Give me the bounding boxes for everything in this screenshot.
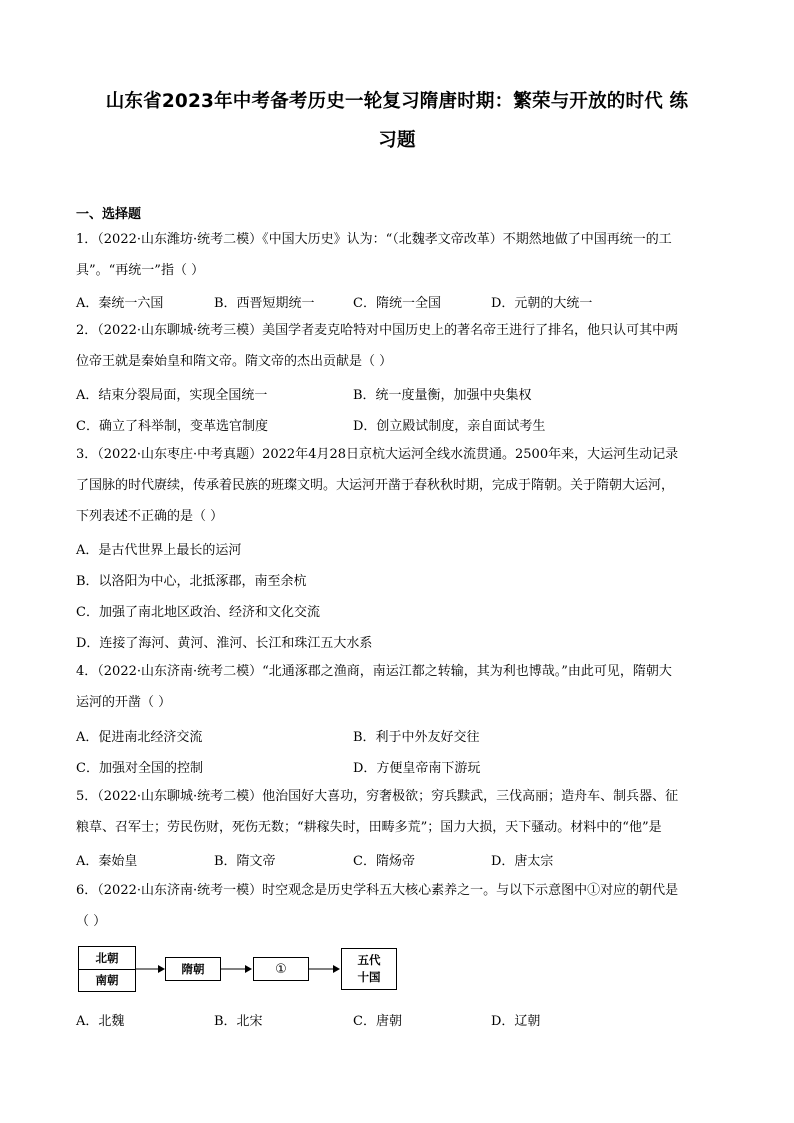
q3-option-b[interactable]: B．以洛阳为中心，北抵涿郡，南至余杭 xyxy=(76,574,307,589)
section-heading: 一、选择题 xyxy=(76,207,142,222)
q5-option-d[interactable]: D．唐太宗 xyxy=(491,854,554,869)
arrow-icon-1 xyxy=(136,962,166,976)
diagram-box-five-dynasties-line1: 五代 xyxy=(357,953,381,967)
q6-option-a[interactable]: A．北魏 xyxy=(76,1014,125,1029)
q6-option-b[interactable]: B．北宋 xyxy=(214,1014,263,1029)
q2-option-a[interactable]: A．结束分裂局面，实现全国统一 xyxy=(76,388,268,403)
q4-option-c[interactable]: C．加强对全国的控制 xyxy=(76,761,203,776)
q2-option-d[interactable]: D．创立殿试制度，亲自面试考生 xyxy=(353,419,546,434)
diagram-box-five-dynasties xyxy=(341,948,397,990)
q1-option-d[interactable]: D．元朝的大统一 xyxy=(491,296,593,311)
q4-option-a[interactable]: A．促进南北经济交流 xyxy=(76,730,203,745)
q1-option-c[interactable]: C．隋统一全国 xyxy=(353,296,441,311)
diagram-box-sui: 隋朝 xyxy=(165,957,221,981)
arrow-icon-3 xyxy=(309,962,341,976)
q4-option-d[interactable]: D．方便皇帝南下游玩 xyxy=(353,761,481,776)
q1-option-a[interactable]: A．秦统一六国 xyxy=(76,296,164,311)
title-line-1: 山东省2023年中考备考历史一轮复习隋唐时期：繁荣与开放的时代 练 xyxy=(105,91,689,112)
diagram-box-north-south xyxy=(78,946,136,992)
title-line-2: 习题 xyxy=(378,130,416,151)
q1-line-1: 1．（2022·山东潍坊·统考二模）《中国大历史》认为：“（北魏孝文帝改革）不期然地做了中国再统一的工 xyxy=(76,232,672,247)
q4-option-b[interactable]: B．利于中外友好交往 xyxy=(353,730,480,745)
arrow-icon-2 xyxy=(221,962,253,976)
q3-option-d[interactable]: D．连接了海河、黄河、淮河、长江和珠江五大水系 xyxy=(76,636,373,651)
q6-option-d[interactable]: D．辽朝 xyxy=(491,1014,541,1029)
q3-option-c[interactable]: C．加强了南北地区政治、经济和文化交流 xyxy=(76,605,320,620)
q5-option-c[interactable]: C．隋炀帝 xyxy=(353,854,415,869)
diagram-box-blank: ① xyxy=(253,957,309,981)
q3-line-3: 下列表述不正确的是（ ） xyxy=(76,509,224,524)
q5-option-a[interactable]: A．秦始皇 xyxy=(76,854,138,869)
q2-option-b[interactable]: B．统一度量衡，加强中央集权 xyxy=(353,388,532,403)
q4-line-1: 4．（2022·山东济南·统考二模）“北通涿郡之渔商，南运江都之转输，其为利也博哉。”由此可见，隋朝大 xyxy=(76,664,672,679)
q1-option-b[interactable]: B．西晋短期统一 xyxy=(214,296,315,311)
q3-option-a[interactable]: A．是古代世界上最长的运河 xyxy=(76,543,242,558)
q2-line-1: 2．（2022·山东聊城·统考三模）美国学者麦克哈特对中国历史上的著名帝王进行了排名，他只认可其中两 xyxy=(76,323,679,338)
q6-line-1: 6．（2022·山东济南·统考一模）时空观念是历史学科五大核心素养之一。与以下示意图中①对应的朝代是 xyxy=(76,883,679,898)
q6-option-c[interactable]: C．唐朝 xyxy=(353,1014,402,1029)
q2-line-2: 位帝王就是秦始皇和隋文帝。隋文帝的杰出贡献是（ ） xyxy=(76,354,393,369)
q6-line-2: （ ） xyxy=(76,914,107,929)
q2-option-c[interactable]: C．确立了科举制，变革选官制度 xyxy=(76,419,268,434)
dynasty-timeline-diagram xyxy=(78,946,408,994)
q5-line-1: 5．（2022·山东聊城·统考二模）他治国好大喜功，穷奢极欲；穷兵黩武，三伐高丽；造舟车、制兵器、征 xyxy=(76,789,679,804)
q3-line-1: 3．（2022·山东枣庄·中考真题）2022年4月28日京杭大运河全线水流贯通。2500年来，大运河生动记录 xyxy=(76,447,679,462)
diagram-box-five-dynasties-line2: 十国 xyxy=(357,970,381,984)
q3-line-2: 了国脉的时代赓续，传承着民族的班璨文明。大运河开凿于春秋秋时期，完成于隋朝。关于隋朝大运河， xyxy=(76,478,675,493)
q1-line-2: 具”。“再统一”指（ ） xyxy=(76,263,205,278)
q5-line-2: 粮草、召军士；劳民伤财，死伤无数；“耕稼失时，田畴多荒”；国力大损，天下骚动。材料中的“他”是 xyxy=(76,820,662,835)
q5-option-b[interactable]: B．隋文帝 xyxy=(214,854,276,869)
diagram-box-north: 北朝 xyxy=(79,947,135,970)
q4-line-2: 运河的开凿（ ） xyxy=(76,695,172,710)
document-title xyxy=(60,82,734,160)
diagram-box-south: 南朝 xyxy=(95,973,119,988)
